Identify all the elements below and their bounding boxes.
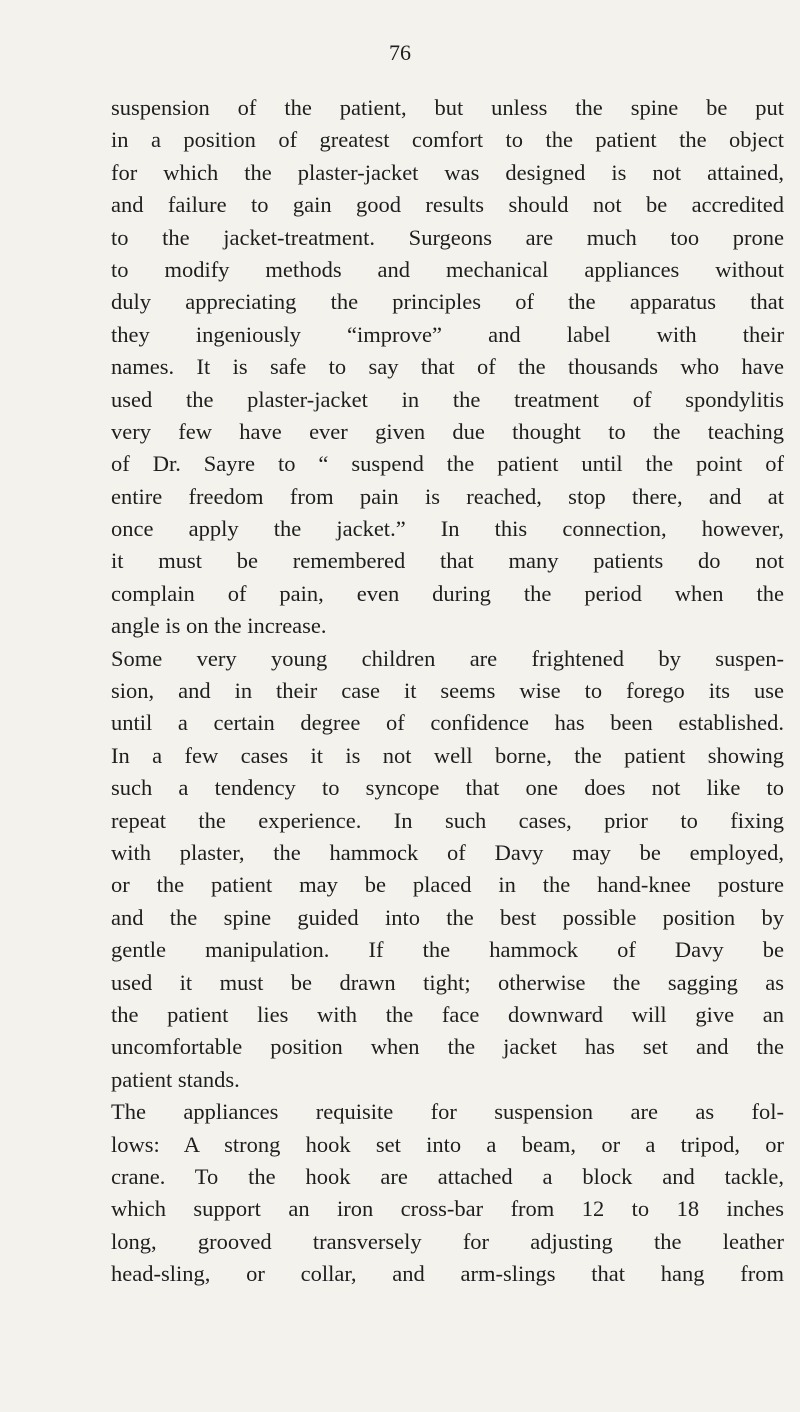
text-line: repeat the experience. In such cases, prior to fixing bbox=[111, 807, 784, 833]
text-line: the patient lies with the face downward will give an bbox=[111, 1001, 784, 1027]
text-line: entire freedom from pain is reached, stop there, and at bbox=[111, 483, 784, 509]
text-line: until a certain degree of confidence has been established. bbox=[111, 710, 784, 736]
body-text bbox=[111, 92, 784, 1290]
text-line: duly appreciating the principles of the apparatus that bbox=[111, 289, 784, 315]
text-line: which support an iron cross-bar from 12 to 18 inches bbox=[111, 1196, 784, 1222]
paragraph bbox=[111, 1096, 784, 1290]
text-line: or the patient may be placed in the hand-knee posture bbox=[111, 872, 784, 898]
text-line: head-sling, or collar, and arm-slings that hang from bbox=[111, 1261, 784, 1287]
text-line: for which the plaster-jacket was designed is not attained, bbox=[111, 159, 784, 185]
text-line: it must be remembered that many patients do not bbox=[111, 548, 784, 574]
text-line: lows: A strong hook set into a beam, or a tripod, or bbox=[111, 1131, 784, 1157]
text-line: sion, and in their case it seems wise to forego its use bbox=[111, 678, 784, 704]
text-line: Some very young children are frightened by suspen- bbox=[111, 645, 784, 671]
page-number: 76 bbox=[389, 40, 411, 65]
paragraph bbox=[111, 643, 784, 1096]
text-line: names. It is safe to say that of the thousands who have bbox=[111, 354, 784, 380]
text-line: complain of pain, even during the period when the bbox=[111, 580, 784, 606]
text-line: patient stands. bbox=[111, 1066, 240, 1092]
paragraph bbox=[111, 92, 784, 643]
text-line: to modify methods and mechanical appliances without bbox=[111, 256, 784, 282]
text-line: with plaster, the hammock of Davy may be employed, bbox=[111, 839, 784, 865]
text-line: uncomfortable position when the jacket has set and the bbox=[111, 1034, 784, 1060]
text-line: In a few cases it is not well borne, the patient showing bbox=[111, 742, 784, 768]
text-line: they ingeniously “improve” and label with their bbox=[111, 321, 784, 347]
text-line: and the spine guided into the best possible position by bbox=[111, 904, 784, 930]
text-line: used it must be drawn tight; otherwise the sagging as bbox=[111, 969, 784, 995]
text-line: gentle manipulation. If the hammock of Davy be bbox=[111, 937, 784, 963]
text-line: and failure to gain good results should not be accredited bbox=[111, 192, 784, 218]
text-line: to the jacket-treatment. Surgeons are much too prone bbox=[111, 224, 784, 250]
text-line: used the plaster-jacket in the treatment of spondylitis bbox=[111, 386, 784, 412]
text-line: of Dr. Sayre to “ suspend the patient until the point of bbox=[111, 451, 784, 477]
text-line: in a position of greatest comfort to the patient the object bbox=[111, 127, 784, 153]
text-line: long, grooved transversely for adjusting the leather bbox=[111, 1228, 784, 1254]
text-line: The appliances requisite for suspension are as fol- bbox=[111, 1099, 784, 1125]
text-line: suspension of the patient, but unless the spine be put bbox=[111, 95, 784, 120]
text-line: once apply the jacket.” In this connection, however, bbox=[111, 516, 784, 542]
text-line: such a tendency to syncope that one does not like to bbox=[111, 775, 784, 801]
text-line: angle is on the increase. bbox=[111, 613, 327, 639]
text-line: crane. To the hook are attached a block and tackle, bbox=[111, 1163, 784, 1189]
text-line: very few have ever given due thought to the teaching bbox=[111, 418, 784, 444]
